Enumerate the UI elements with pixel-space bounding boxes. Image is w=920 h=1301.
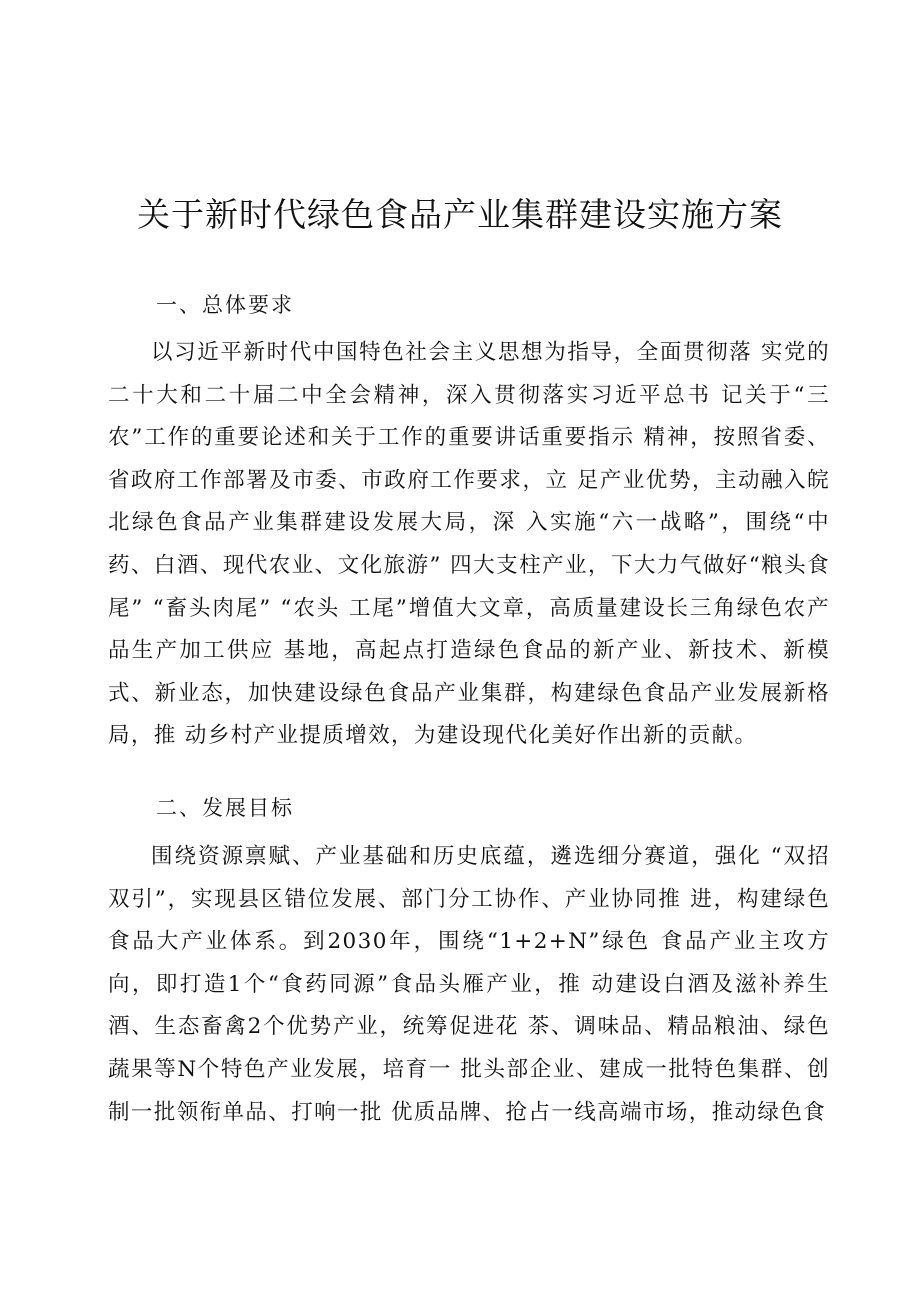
section-paragraph-development-goals: 围绕资源禀赋、产业基础和历史底蕴，遴选细分赛道，强化 “双招双引”，实现县区错位发展、部门分工协作、产业协同推 进，构建绿色食品大产业体系。到2030年，围绕“1+2+N”绿色 食品产业主攻方向，即打造1个“食药同源”食品头雁产业，推 动建设白酒及滋补养生酒、生态畜禽2个优势产业，统筹促进花 茶、调味品、精品粮油、绿色蔬果等N个特色产业发展，培育一 批头部企业、建成一批特色集群、创制一批领衔单品、打响一批 优质品牌、抢占一线高端市场，推动绿色食 — [108, 844, 830, 1125]
document-title: 关于新时代绿色食品产业集群建设实施方案 — [137, 195, 783, 234]
section-heading-overall-requirements: 一、总体要求 — [156, 293, 294, 317]
section-paragraph-overall-requirements: 以习近平新时代中国特色社会主义思想为指导，全面贯彻落 实党的二十大和二十届二中全会精神，深入贯彻落实习近平总书 记关于“三农”工作的重要论述和关于工作的重要讲话重要指示 精神，按照省委、省政府工作部署及市委、市政府工作要求，立 足产业优势，主动融入皖北绿色食品产业集群建设发展大局，深 入实施“六一战略”，围绕“中药、白酒、现代农业、文化旅游” 四大支柱产业，下大力气做好“粮头食尾” “畜头肉尾” “农头 工尾”增值大文章，高质量建设长三角绿色农产品生产加工供应 基地，高起点打造绿色食品的新产业、新技术、新模式、新业态，加快建设绿色食品产业集群，构建绿色食品产业发展新格局，推 动乡村产业提质增效，为建设现代化美好作出新的贡献。 — [108, 340, 830, 749]
section-heading-development-goals: 二、发展目标 — [156, 796, 294, 820]
